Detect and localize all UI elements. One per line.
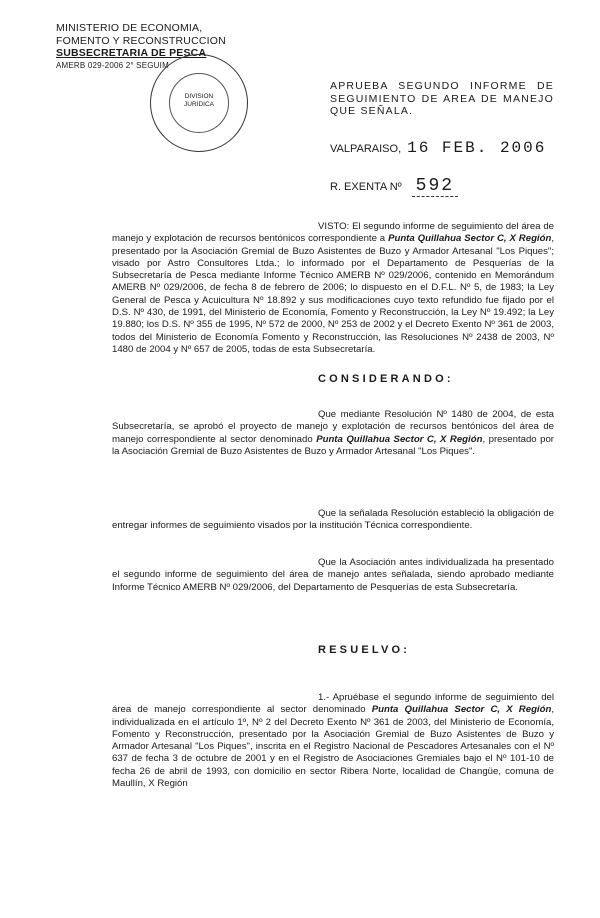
visto-text-1: El segundo informe de seguimiento del área de manejo y explotación de recursos bentónicos correspondiente a xyxy=(112,221,554,245)
visto-text-2: , presentado por la Asociación Gremial de Buzo Asistentes de Buzo y Armador Artesanal "Los Piques"; visado por Astro Consultores Ltda.; lo informado por el Departamento de Pesquerías de la Subsecretaría de Pesca mediante Informe Técnico AMERB Nº 029/2006, contenido en Memorándum AMERB Nº 029/2006, de fecha 8 de febrero de 2006; lo dispuesto en el D.F.L. Nº 5, de 1983; la Ley General de Pesca y Acuicultura Nº 18.892 y sus modificaciones cuyo texto refundido fue fijado por el D.S. Nº 430, de 1991, del Ministerio de Economía, Fomento y Reconstrucción, la Ley Nº 19.492; la Ley 19.880; los D.S. Nº 355 de 1995, Nº 572 de 2000, Nº 253 de 2002 y el Decreto Exento Nº 361 de 2003, todos del Ministerio de Economía Fomento y Reconstrucción, las Resoluciones Nº 2438 de 2003, Nº 1480 de 2004 y Nº 657 de 2005, todas de esta Subsecretaría. xyxy=(112,233,554,355)
c2-text: Que la señalada Resolución estableció la obligación de entregar informes de seguimiento visados por la institución Técnica correspondiente. xyxy=(112,508,554,532)
header-line-3: SUBSECRETARIA DE PESCA xyxy=(56,47,207,59)
place-date xyxy=(330,139,546,157)
c1-place: Punta Quillahua Sector C, X Región xyxy=(316,433,483,445)
considerando-2 xyxy=(112,508,554,533)
header-line-4: AMERB 029-2006 2° SEGUIM xyxy=(56,60,169,70)
c3-text: Que la Asociación antes individualizada ha presentado el segundo informe de seguimiento del área de manejo antes señalada, siendo aprobado mediante Informe Técnico AMERB Nº 029/2006, del Departamento de Pesquerías de esta Subsecretaría. xyxy=(112,557,554,593)
visto-lead: VISTO: xyxy=(318,221,350,232)
date-stamp: 16 FEB. 2006 xyxy=(407,139,547,157)
r1-place: Punta Quillahua Sector C, X Región xyxy=(371,704,552,716)
exenta-number: 592 xyxy=(412,176,458,197)
resuelvo-heading: RESUELVO: xyxy=(318,644,411,656)
considerando-3 xyxy=(112,557,554,594)
resuelvo-1 xyxy=(112,692,554,790)
r1-text-b: , individualizada en el artículo 1º, Nº 2 del Decreto Exento Nº 361 de 2003, del Ministerio de Economía, Fomento y Reconstrucción, presentado por la Asociación Gremial de Buzo Asistentes de Buzo y Armador Artesanal "Los Piques", inscrita en el Registro Nacional de Pescadores Artesanales con el Nº 637 de fecha 3 de octubre de 2001 y en el Registro de Asociaciones Gremiales bajo el Nº 101-10 de fecha 26 de abril de 1993, con domicilio en sector Ribera Norte, localidad de Changüe, comuna de Maullín, X Región xyxy=(112,704,554,790)
division-juridica-stamp xyxy=(150,54,248,152)
document-title: APRUEBA SEGUNDO INFORME DE SEGUIMIENTO DE AREA DE MANEJO QUE SEÑALA. xyxy=(330,80,554,117)
header-line-2: FOMENTO Y RECONSTRUCCION xyxy=(56,34,226,47)
visto-place: Punta Quillahua Sector C, X Región xyxy=(388,233,552,245)
stamp-text xyxy=(151,93,247,109)
visto-paragraph xyxy=(112,221,554,356)
considerando-1 xyxy=(112,409,554,458)
exenta-label: R. EXENTA Nº xyxy=(330,181,402,193)
c1-text-a: Que mediante Resolución Nº 1480 de 2004, de esta Subsecretaría, se aprobó el proyecto de manejo y explotación de recursos bentónicos del área de manejo correspondiente al sector denominado xyxy=(112,409,554,445)
stamp-line-1: DIVISION xyxy=(184,93,214,100)
resolution-number xyxy=(330,176,458,196)
stamp-line-2: JURIDICA xyxy=(184,101,214,108)
header-line-1: MINISTERIO DE ECONOMIA, xyxy=(56,22,203,34)
c1-text-b: , presentado por la Asociación Gremial de Buzo Asistentes de Buzo y Armador Artesanal "Los Piques". xyxy=(112,433,554,457)
r1-text-a: 1.- Apruébase el segundo informe de seguimiento del área de manejo correspondiente al sector denominado xyxy=(112,692,554,716)
considerando-heading: CONSIDERANDO: xyxy=(318,373,454,385)
city: VALPARAISO, xyxy=(330,143,402,155)
